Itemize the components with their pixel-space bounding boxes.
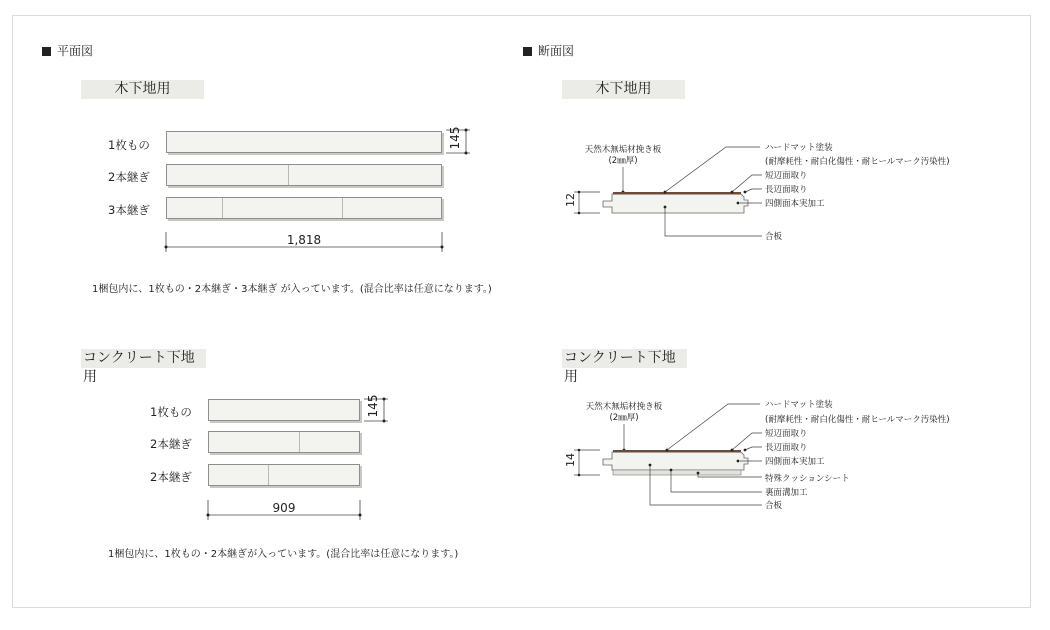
wood-callout-long-chamfer: 長辺面取り xyxy=(765,185,808,195)
plan-concrete-band: コンクリート下地用 xyxy=(81,349,206,368)
section-wood-band: 木下地用 xyxy=(562,80,685,99)
section-view-title: 断面図 xyxy=(523,42,574,59)
plan-wood-band: 木下地用 xyxy=(81,80,204,99)
wood-callout-plywood: 合板 xyxy=(765,232,783,242)
concrete-callout-plywood: 合板 xyxy=(765,501,783,511)
plan-wood-row-label-3: 3本継ぎ xyxy=(108,203,150,217)
plan-concrete-row-label-3: 2本継ぎ xyxy=(150,470,192,484)
concrete-callout-long-chamfer: 長辺面取り xyxy=(765,443,808,453)
plan-wood-note: 1梱包内に、1枚もの・2本継ぎ・3本継ぎ が入っています。(混合比率は任意になります。) xyxy=(92,284,492,295)
wood-callout-coating: ハードマット塗装 xyxy=(765,143,833,153)
plan-wood-row-label-1: 1枚もの xyxy=(108,138,150,152)
wood-thickness-dim: 12 xyxy=(564,193,577,207)
concrete-cross-section xyxy=(564,399,950,511)
concrete-callout-back-groove: 裏面溝加工 xyxy=(765,488,808,498)
section-concrete-band: コンクリート下地用 xyxy=(562,349,687,368)
plan-concrete-height-dim: 145 xyxy=(366,394,380,418)
plan-concrete-note: 1梱包内に、1枚もの・2本継ぎが入っています。(混合比率は任意になります。) xyxy=(108,549,459,560)
wood-cross-section xyxy=(564,142,950,242)
plan-wood-height-dim: 145 xyxy=(448,126,462,150)
plan-concrete-row-label-1: 1枚もの xyxy=(150,405,192,419)
wood-surface-label-1: 天然木無垢材挽き板 xyxy=(584,145,662,155)
plan-wood-row-label-2: 2本継ぎ xyxy=(108,170,150,184)
concrete-callout-coating-detail: (耐摩耗性・耐白化傷性・耐ヒールマーク汚染性) xyxy=(765,415,950,425)
plan-wood-length-dim: 1,818 xyxy=(286,233,322,247)
wood-callout-coating-detail: (耐摩耗性・耐白化傷性・耐ヒールマーク汚染性) xyxy=(765,157,950,167)
wood-callout-short-chamfer: 短辺面取り xyxy=(765,171,808,181)
concrete-surface-label-1: 天然木無垢材挽き板 xyxy=(585,402,663,412)
concrete-thickness-dim: 14 xyxy=(564,453,577,467)
wood-callout-tongue-groove: 四側面本実加工 xyxy=(765,199,825,209)
concrete-callout-short-chamfer: 短辺面取り xyxy=(765,429,808,439)
plan-view-title: 平面図 xyxy=(42,42,93,59)
concrete-callout-coating: ハードマット塗装 xyxy=(765,400,833,410)
concrete-surface-label-2: (2㎜厚) xyxy=(609,413,639,423)
concrete-callout-cushion-sheet: 特殊クッションシート xyxy=(765,474,850,484)
wood-surface-label-2: (2㎜厚) xyxy=(608,156,638,166)
plan-concrete-row-label-2: 2本継ぎ xyxy=(150,437,192,451)
concrete-callout-tongue-groove: 四側面本実加工 xyxy=(765,457,825,467)
plan-concrete-length-dim: 909 xyxy=(272,501,296,515)
